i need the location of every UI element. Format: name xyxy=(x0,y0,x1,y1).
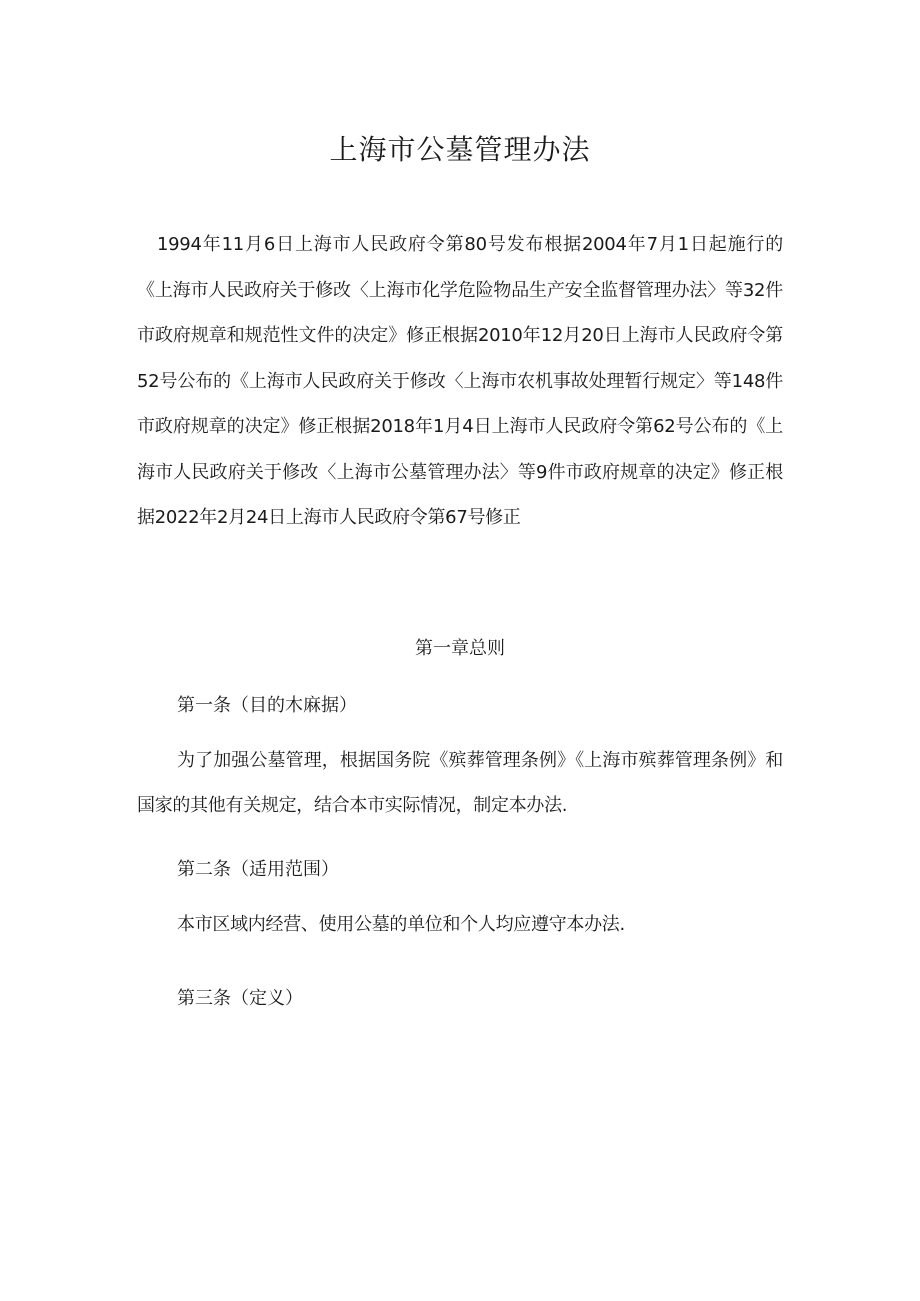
article-2-body: 本市区域内经营、使用公墓的单位和个人均应遵守本办法. xyxy=(177,914,625,935)
preamble-paragraph: 1994年11月6日上海市人民政府令第80号发布根据2004年7月1日起施行的《上海市人民政府关于修改〈上海市化学危险物品生产安全监督管理办法〉等32件市政府规章和规范性文件的决定》修正根据2010年12月20日上海市人民政府令第52号公布的《上海市人民政府关于修改〈上海市农机事故处理暂行规定〉等148件市政府规章的决定》修正根据2018年1月4日上海市人民政府令第62号公布的《上海市人民政府关于修改〈上海市公墓管理办法〉等9件市政府规章的决定》修正根据2022年2月24日上海市人民政府令第67号修正 xyxy=(137,234,783,528)
document-title: 上海市公墓管理办法 xyxy=(329,133,591,166)
article-3-heading: 第三条（定义） xyxy=(177,988,303,1009)
article-1-body: 为了加强公墓管理，根据国务院《殡葬管理条例》《上海市殡葬管理条例》和国家的其他有关规定，结合本市实际情况，制定本办法. xyxy=(137,750,783,816)
chapter-title: 第一章总则 xyxy=(415,638,505,659)
article-1-heading: 第一条（目的木麻据） xyxy=(177,695,357,716)
article-2-heading: 第二条（适用范围） xyxy=(177,859,339,880)
